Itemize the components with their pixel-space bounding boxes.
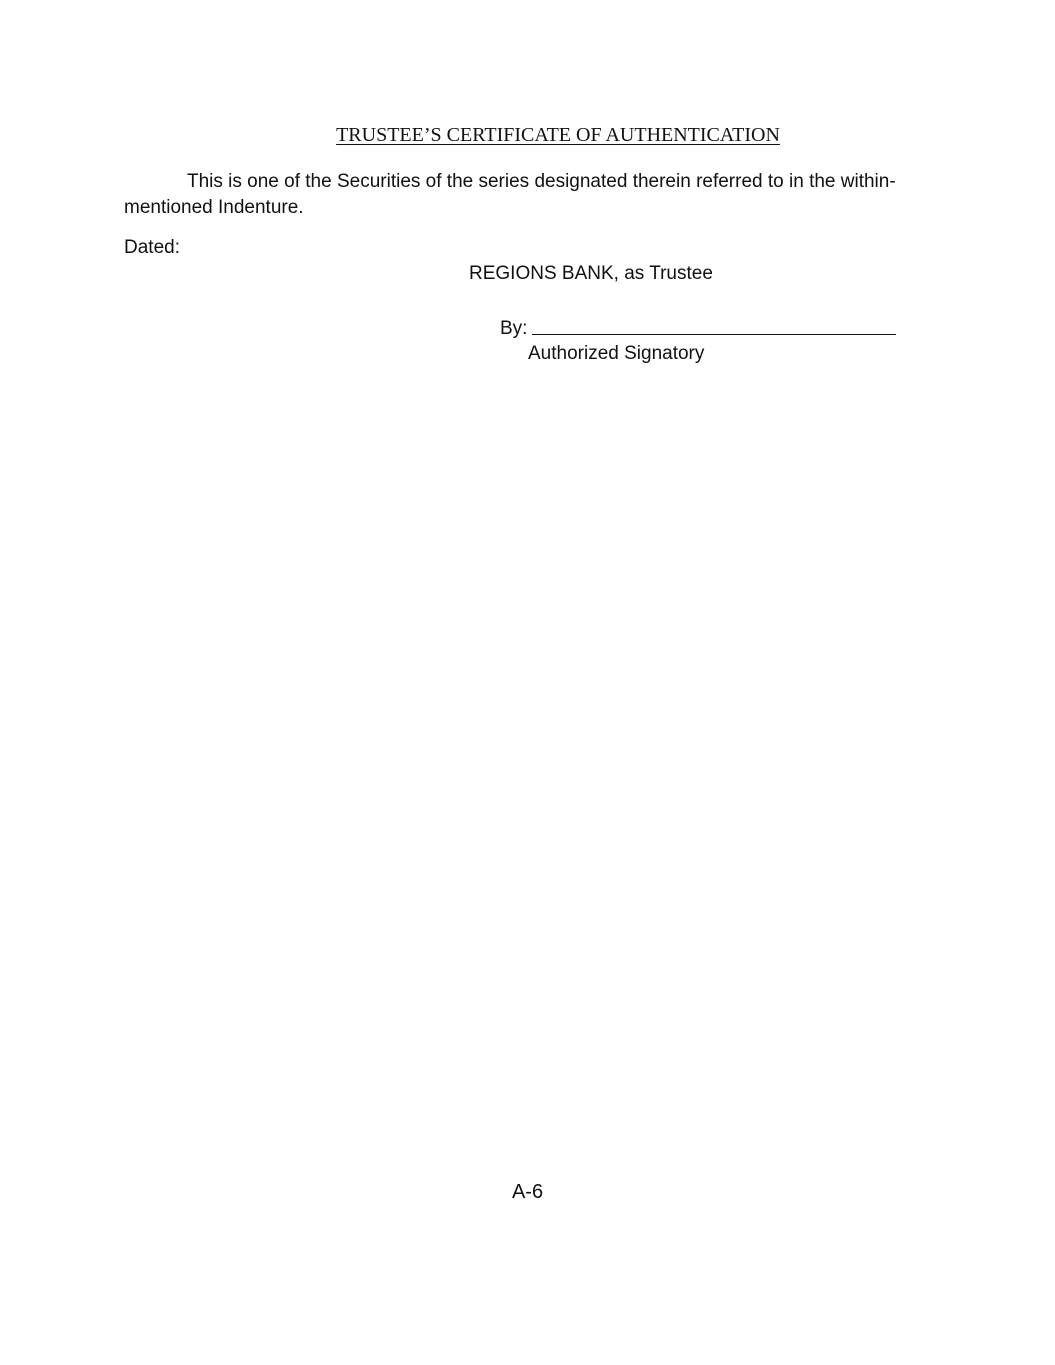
signature-caption: Authorized Signatory — [528, 343, 705, 364]
trustee-name-line: REGIONS BANK, as Trustee — [469, 263, 713, 284]
certificate-body-paragraph: This is one of the Securities of the series designated therein referred to in the within-mentioned Indenture. — [124, 171, 896, 218]
dated-label: Dated: — [124, 237, 180, 258]
page-number: A-6 — [511, 1181, 544, 1203]
signature-line — [500, 318, 896, 340]
signature-rule — [532, 334, 896, 335]
certificate-title: TRUSTEE’S CERTIFICATE OF AUTHENTICATION — [336, 124, 780, 146]
by-label: By: — [500, 318, 528, 339]
